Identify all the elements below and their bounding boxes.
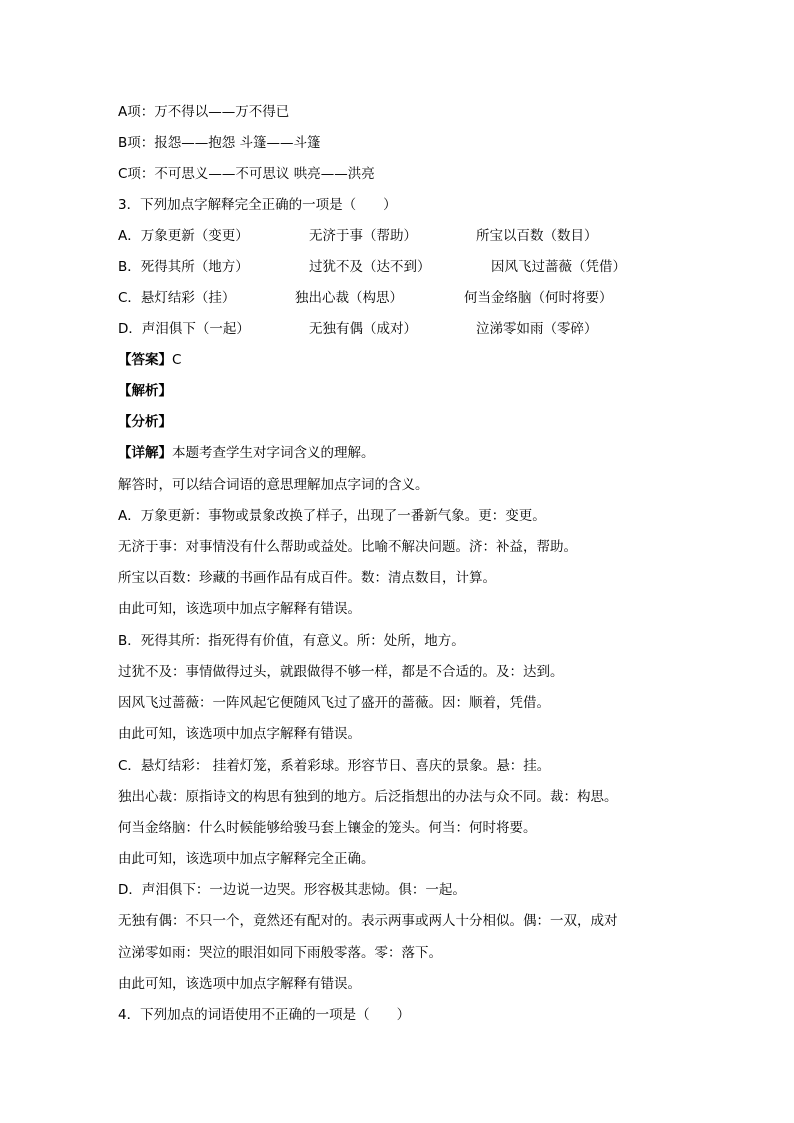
explain-line: D．声泪俱下：一边说一边哭。形容极其悲恸。俱：一起。 [118, 882, 466, 898]
option-c-item-2: 独出心裁（构思） [295, 290, 403, 306]
explain-line: C．悬灯结彩： 挂着灯笼，系着彩球。形容节日、喜庆的景象。悬：挂。 [118, 758, 551, 774]
explain-line: 何当金络脑：什么时候能够给骏马套上镶金的笼头。何当：何时将要。 [118, 820, 537, 836]
explain-line: B．死得其所：指死得有价值，有意义。所：处所，地方。 [118, 633, 465, 649]
answer-line [118, 351, 181, 369]
answer-value: C [172, 352, 182, 368]
option-a-item-1: A．万象更新（变更） [118, 228, 249, 244]
section-jiexi: 【解析】 [118, 383, 172, 399]
section-fenxi: 【分析】 [118, 414, 172, 430]
option-b-item-3: 因风飞过蔷薇（凭借） [491, 259, 626, 275]
question-3-stem: 3．下列加点字解释完全正确的一项是（ ） [118, 197, 397, 213]
explain-line: 由此可知，该选项中加点字解释完全正确。 [118, 851, 375, 867]
question-3-option-c [118, 289, 718, 307]
intro-line-c: C项：不可思义——不可思议 哄亮——洪亮 [118, 166, 375, 182]
option-d-item-1: D．声泪俱下（一起） [118, 321, 250, 337]
answer-label: 【答案】 [118, 352, 172, 368]
detail-label: 【详解】 [118, 445, 172, 461]
option-d-item-2: 无独有偶（成对） [309, 321, 417, 337]
detail-text: 本题考查学生对字词含义的理解。 [172, 445, 375, 461]
explain-line: 独出心裁：原指诗文的构思有独到的地方。后泛指想出的办法与众不同。裁：构思。 [118, 789, 618, 805]
option-b-item-2: 过犹不及（达不到） [309, 259, 431, 275]
option-a-item-3: 所宝以百数（数目） [476, 228, 598, 244]
option-a-item-2: 无济于事（帮助） [309, 228, 417, 244]
option-c-item-3: 何当金络脑（何时将要） [464, 290, 613, 306]
explain-line: 由此可知，该选项中加点字解释有错误。 [118, 601, 361, 617]
explain-line: 因风飞过蔷薇：一阵风起它便随风飞过了盛开的蔷薇。因：顺着，凭借。 [118, 695, 550, 711]
question-3-option-a [118, 227, 718, 245]
option-d-item-3: 泣涕零如雨（零碎） [476, 321, 598, 337]
question-3-option-d [118, 320, 718, 338]
explain-line: 无济于事：对事情没有什么帮助或益处。比喻不解决问题。济：补益，帮助。 [118, 539, 577, 555]
explain-line: 解答时，可以结合词语的意思理解加点字词的含义。 [118, 477, 429, 493]
explain-line: 泣涕零如雨：哭泣的眼泪如同下雨般零落。零：落下。 [118, 945, 442, 961]
question-4-stem: 4．下列加点的词语使用不正确的一项是（ ） [118, 1007, 411, 1023]
explain-line: 所宝以百数：珍藏的书画作品有成百件。数：清点数目，计算。 [118, 570, 496, 586]
explain-line: A．万象更新：事物或景象改换了样子，出现了一番新气象。更：变更。 [118, 508, 546, 524]
option-b-item-1: B．死得其所（地方） [118, 259, 249, 275]
intro-line-a: A项：万不得以——万不得已 [118, 104, 290, 120]
option-c-item-1: C．悬灯结彩（挂） [118, 290, 236, 306]
explain-line: 由此可知，该选项中加点字解释有错误。 [118, 726, 361, 742]
detail-line [118, 444, 375, 462]
explain-line: 过犹不及：事情做得过头，就跟做得不够一样，都是不合适的。及：达到。 [118, 664, 564, 680]
intro-line-b: B项：报怨——抱怨 斗篷——斗篷 [118, 135, 321, 151]
question-3-option-b [118, 258, 718, 276]
explain-line: 由此可知，该选项中加点字解释有错误。 [118, 976, 361, 992]
explain-line: 无独有偶：不只一个，竟然还有配对的。表示两事或两人十分相似。偶：一双，成对 [118, 913, 618, 929]
